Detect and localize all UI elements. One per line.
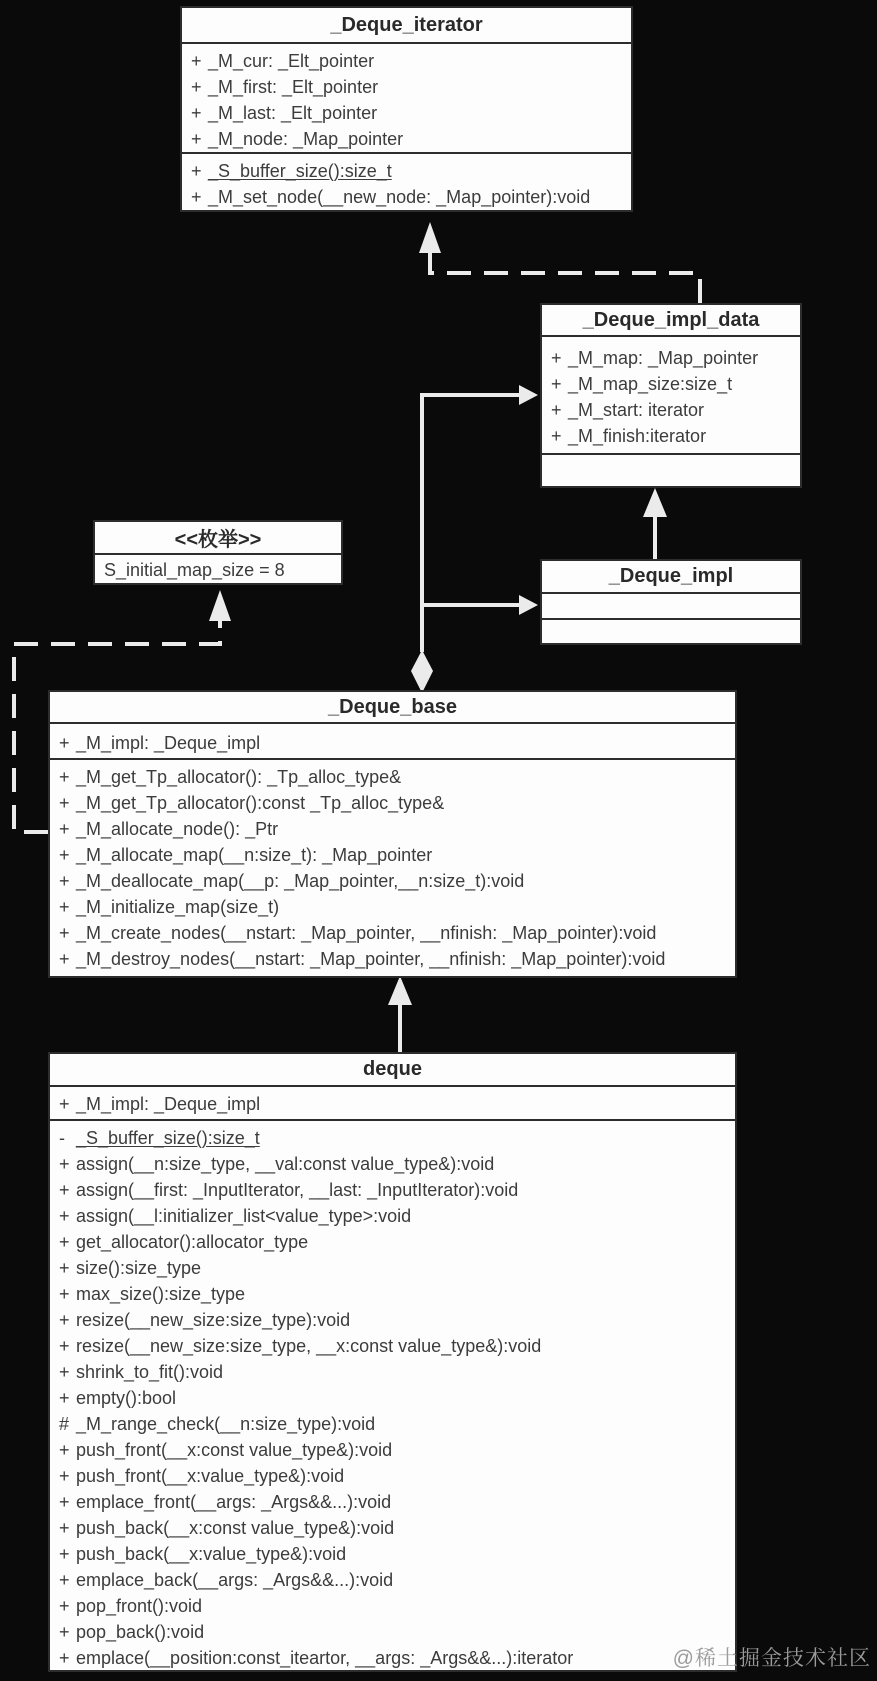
member-row: [50, 1645, 735, 1670]
visibility-prefix: +: [59, 1440, 70, 1460]
member-text: push_back(__x:value_type&):void: [76, 1544, 347, 1564]
member-text: _M_last: _Elt_pointer: [208, 103, 378, 123]
member-text: _S_buffer_size():size_t: [208, 161, 392, 181]
class-title: <<枚举>>: [174, 529, 262, 551]
class-box-enum: [93, 520, 343, 585]
visibility-prefix: +: [59, 733, 70, 753]
member-row: [50, 1515, 735, 1541]
member-row: [50, 946, 735, 972]
member-text: _M_set_node(__new_node: _Map_pointer):void: [208, 187, 591, 207]
member-text: _M_create_nodes(__nstart: _Map_pointer, __nfinish: _Map_pointer):void: [76, 923, 657, 943]
member-text: _M_node: _Map_pointer: [208, 129, 404, 149]
member-text: _M_impl: _Deque_impl: [76, 733, 261, 753]
member-row: [50, 894, 735, 920]
member-text: _M_allocate_map(__n:size_t): _Map_pointer: [76, 845, 433, 865]
visibility-prefix: +: [59, 1596, 70, 1616]
member-text: _M_first: _Elt_pointer: [208, 77, 379, 97]
member-text: _M_range_check(__n:size_type):void: [76, 1414, 376, 1434]
visibility-prefix: +: [551, 374, 562, 394]
visibility-prefix: +: [191, 161, 202, 181]
visibility-prefix: +: [551, 426, 562, 446]
class-box-deque: [48, 1052, 737, 1672]
member-row: [50, 1541, 735, 1567]
member-row: [50, 1151, 735, 1177]
member-text: emplace_front(__args: _Args&&...):void: [76, 1492, 392, 1512]
member-row: [50, 1125, 735, 1151]
member-row: [50, 1229, 735, 1255]
member-text: _M_finish:iterator: [568, 426, 707, 446]
generalization-arrow-impl-to-impl-data: [643, 488, 667, 559]
member-row: [50, 1177, 735, 1203]
member-text: assign(__n:size_type, __val:const value_type&):void: [76, 1154, 495, 1174]
member-text: _M_initialize_map(size_t): [76, 897, 280, 917]
attributes-section: [182, 42, 631, 152]
member-row: [182, 74, 631, 100]
class-title: _Deque_impl_data: [582, 308, 760, 331]
member-text: emplace_back(__args: _Args&&...):void: [76, 1570, 394, 1590]
member-row: [182, 126, 631, 152]
member-row: [50, 1489, 735, 1515]
visibility-prefix: +: [59, 1492, 70, 1512]
member-row: [50, 1593, 735, 1619]
member-row: [95, 557, 341, 583]
member-text: resize(__new_size:size_type):void: [76, 1310, 351, 1330]
class-box-deque-impl: [540, 559, 802, 645]
member-row: [50, 1437, 735, 1463]
visibility-prefix: +: [59, 871, 70, 891]
member-row: [50, 1281, 735, 1307]
attributes-section: [542, 335, 800, 453]
visibility-prefix: +: [59, 1258, 70, 1278]
visibility-prefix: #: [59, 1414, 70, 1434]
member-row: [50, 1203, 735, 1229]
visibility-prefix: +: [191, 187, 202, 207]
visibility-prefix: +: [59, 897, 70, 917]
methods-section: [50, 1119, 735, 1670]
visibility-prefix: +: [59, 1622, 70, 1642]
member-row: [50, 764, 735, 790]
visibility-prefix: +: [59, 1570, 70, 1590]
visibility-prefix: +: [191, 51, 202, 71]
dependency-arrow-impl-data-to-iterator: [419, 222, 700, 303]
class-title: deque: [363, 1058, 422, 1080]
composition-diamond: [411, 650, 433, 693]
member-text: get_allocator():allocator_type: [76, 1232, 309, 1252]
member-row: [50, 842, 735, 868]
member-text: _M_map_size:size_t: [568, 374, 733, 394]
visibility-prefix: +: [191, 77, 202, 97]
member-row: [542, 371, 800, 397]
member-text: _M_cur: _Elt_pointer: [208, 51, 375, 71]
member-text: _M_start: iterator: [568, 400, 705, 420]
generalization-arrow-deque-to-base: [388, 976, 412, 1052]
member-text: empty():bool: [76, 1388, 177, 1408]
member-row: [50, 1255, 735, 1281]
class-box-deque-iterator: [180, 6, 633, 212]
member-text: push_back(__x:const value_type&):void: [76, 1518, 395, 1538]
member-row: [50, 1463, 735, 1489]
class-title: _Deque_impl: [608, 565, 734, 587]
member-row: [50, 1385, 735, 1411]
member-text: _M_get_Tp_allocator():const _Tp_alloc_type&: [76, 793, 445, 813]
methods-section: [542, 618, 800, 643]
member-text: emplace(__position:const_iteartor, __args: _Args&&...):iterator: [76, 1648, 574, 1668]
member-text: _M_destroy_nodes(__nstart: _Map_pointer, __nfinish: _Map_pointer):void: [76, 949, 666, 969]
member-row: [50, 868, 735, 894]
methods-section: [542, 453, 800, 486]
member-text: max_size():size_type: [76, 1284, 246, 1304]
visibility-prefix: +: [59, 1466, 70, 1486]
attributes-section: [542, 592, 800, 618]
member-text: pop_back():void: [76, 1622, 205, 1642]
member-text: pop_front():void: [76, 1596, 203, 1616]
member-row: [182, 100, 631, 126]
member-text: _S_buffer_size():size_t: [76, 1128, 260, 1148]
member-row: [542, 423, 800, 449]
member-text: _M_map: _Map_pointer: [568, 348, 759, 368]
visibility-prefix: +: [59, 1206, 70, 1226]
visibility-prefix: +: [59, 793, 70, 813]
member-text: shrink_to_fit():void: [76, 1362, 224, 1382]
visibility-prefix: +: [59, 1232, 70, 1252]
member-row: [50, 1307, 735, 1333]
attributes-section: [50, 1085, 735, 1119]
watermark: @稀土掘金技术社区: [672, 1647, 871, 1670]
class-box-deque-impl-data: [540, 303, 802, 488]
visibility-prefix: +: [59, 1094, 70, 1114]
visibility-prefix: +: [59, 949, 70, 969]
member-text: assign(__first: _InputIterator, __last: _InputIterator):void: [76, 1180, 519, 1200]
member-row: [182, 48, 631, 74]
member-text: _M_allocate_node(): _Ptr: [76, 819, 279, 839]
visibility-prefix: +: [191, 129, 202, 149]
member-row: [542, 345, 800, 371]
member-text: push_front(__x:const value_type&):void: [76, 1440, 393, 1460]
composition-connector-base-to-impl: [411, 385, 538, 693]
member-row: [50, 1333, 735, 1359]
methods-section: [50, 758, 735, 976]
class-box-deque-base: [48, 690, 737, 978]
visibility-prefix: +: [59, 1544, 70, 1564]
member-row: [50, 1567, 735, 1593]
attributes-section: [95, 553, 341, 583]
visibility-prefix: +: [59, 1648, 70, 1668]
visibility-prefix: +: [59, 1180, 70, 1200]
visibility-prefix: +: [59, 1284, 70, 1304]
member-row: [50, 1359, 735, 1385]
member-row: [50, 1411, 735, 1437]
visibility-prefix: +: [59, 923, 70, 943]
member-row: [50, 816, 735, 842]
member-text: _M_deallocate_map(__p: _Map_pointer,__n:size_t):void: [76, 871, 525, 891]
class-title: _Deque_iterator: [330, 13, 483, 36]
member-row: [50, 790, 735, 816]
class-title: _Deque_base: [328, 695, 457, 718]
visibility-prefix: +: [551, 400, 562, 420]
member-row: [50, 1091, 735, 1117]
member-text: S_initial_map_size = 8: [104, 560, 285, 580]
visibility-prefix: +: [551, 348, 562, 368]
member-text: assign(__l:initializer_list<value_type>:void: [76, 1206, 412, 1226]
visibility-prefix: +: [59, 845, 70, 865]
visibility-prefix: +: [59, 767, 70, 787]
visibility-prefix: +: [59, 1518, 70, 1538]
member-row: [182, 184, 631, 210]
visibility-prefix: -: [59, 1128, 65, 1148]
member-row: [50, 920, 735, 946]
visibility-prefix: +: [59, 1154, 70, 1174]
visibility-prefix: +: [59, 1362, 70, 1382]
member-text: _M_impl: _Deque_impl: [76, 1094, 261, 1114]
member-row: [182, 158, 631, 184]
member-text: resize(__new_size:size_type, __x:const value_type&):void: [76, 1336, 542, 1356]
member-text: _M_get_Tp_allocator(): _Tp_alloc_type&: [76, 767, 402, 787]
visibility-prefix: +: [59, 1336, 70, 1356]
visibility-prefix: +: [191, 103, 202, 123]
visibility-prefix: +: [59, 1388, 70, 1408]
methods-section: [182, 152, 631, 210]
visibility-prefix: +: [59, 1310, 70, 1330]
visibility-prefix: +: [59, 819, 70, 839]
member-row: [50, 1619, 735, 1645]
member-text: size():size_type: [76, 1258, 202, 1278]
member-row: [542, 397, 800, 423]
attributes-section: [50, 722, 735, 758]
member-text: push_front(__x:value_type&):void: [76, 1466, 345, 1486]
member-row: [50, 730, 735, 756]
